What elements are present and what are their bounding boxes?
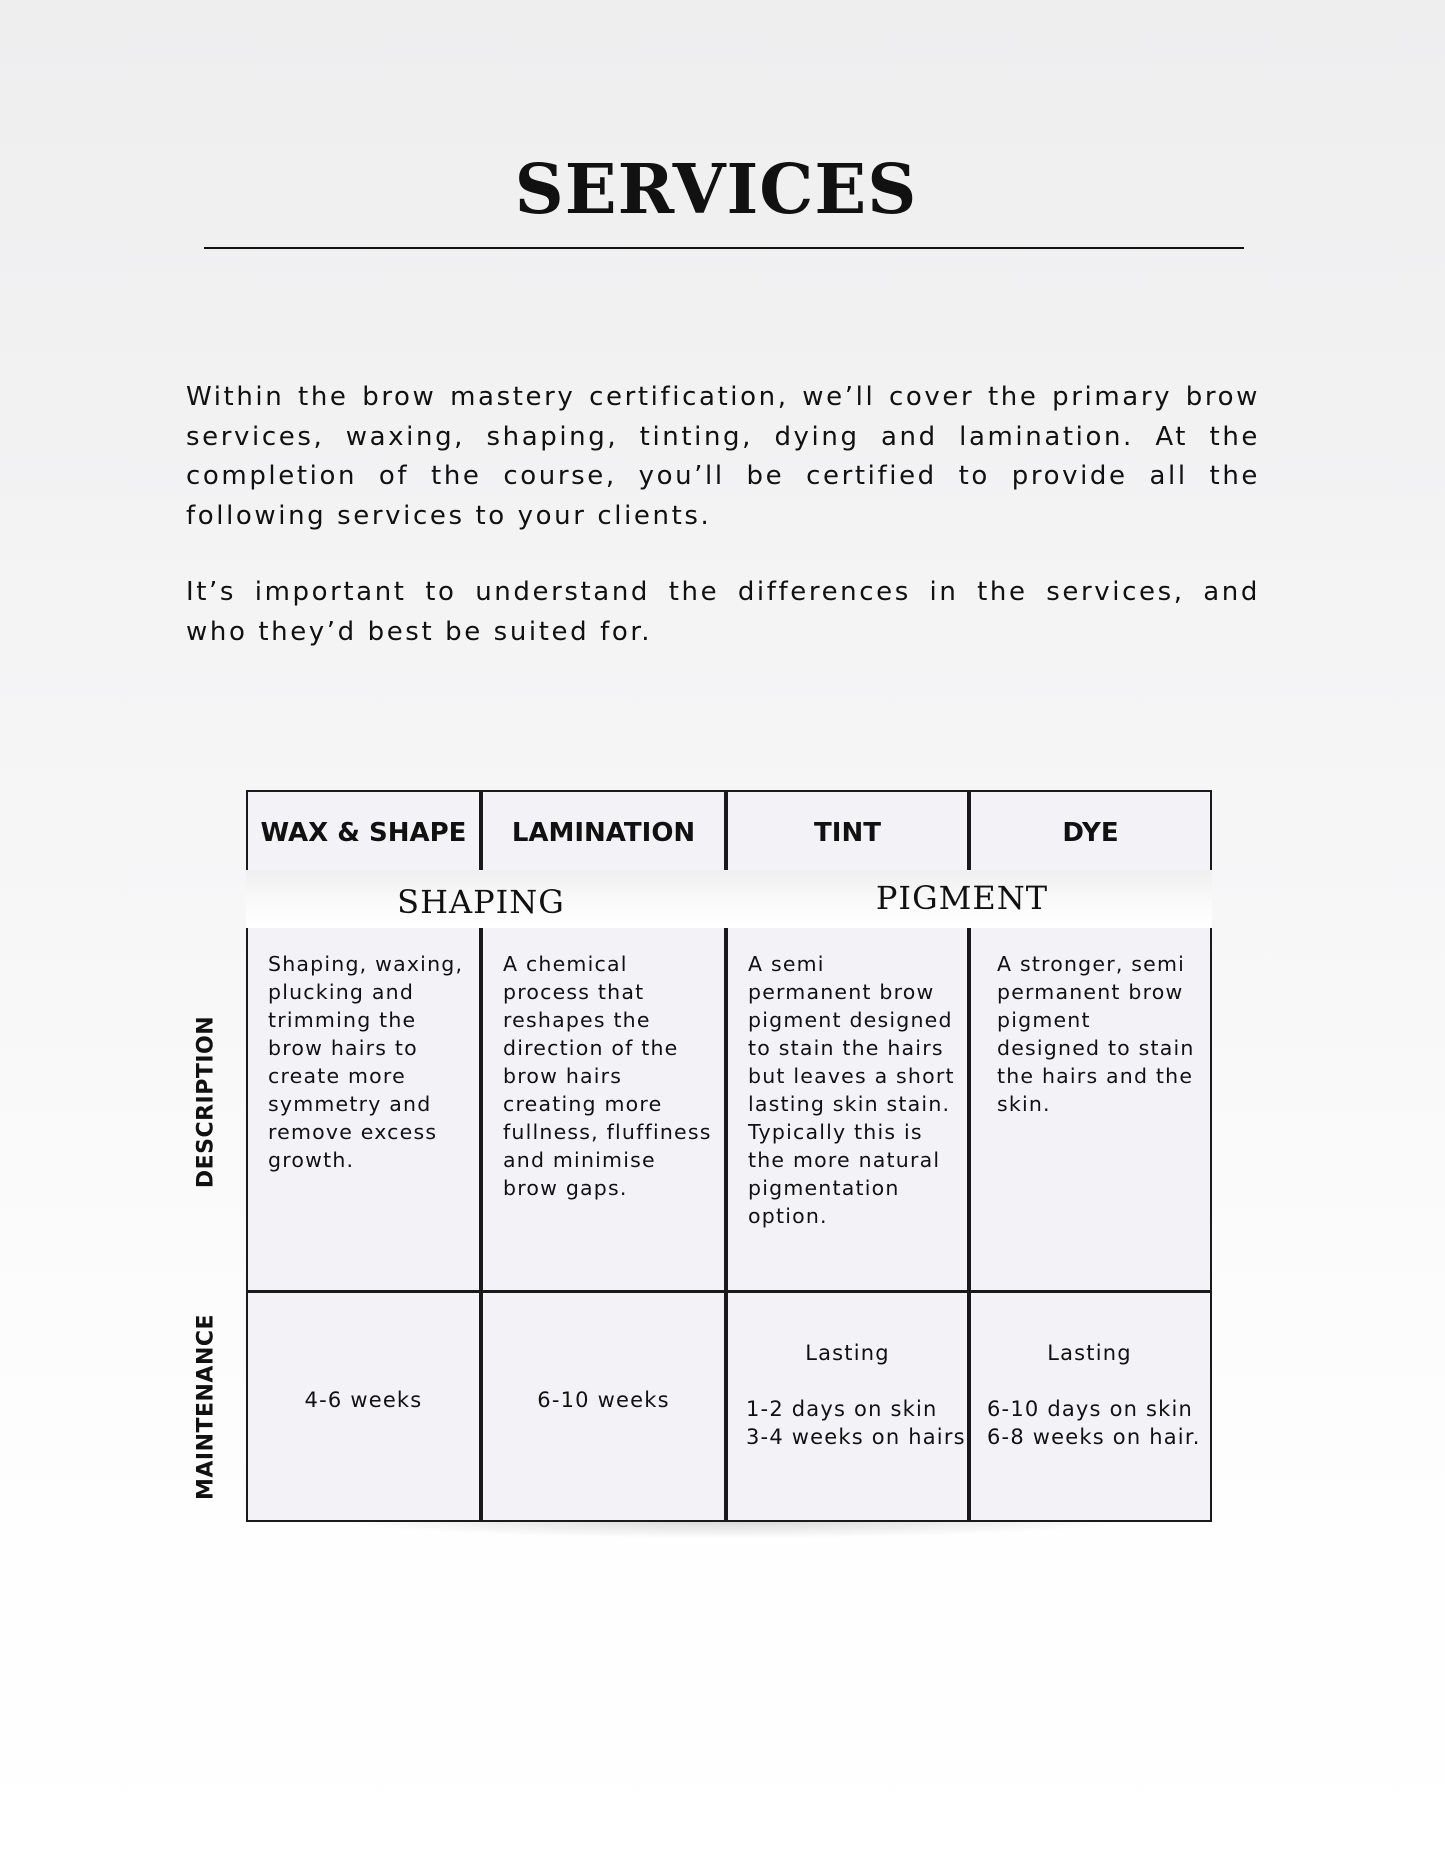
maintenance-cell-lamination: [481, 1293, 726, 1522]
description-cell-wax-shape: Shaping, waxing, plucking and trimming the brow hairs to create more symmetry and remove excess growth.: [246, 928, 481, 1293]
maintenance-line-dye-hair: 6-8 weeks on hair.: [987, 1425, 1201, 1449]
column-header-dye: DYE: [969, 790, 1212, 870]
description-cell-lamination: A chemical process that reshapes the direction of the brow hairs creating more fullness, fluffiness and minimise brow gaps.: [481, 928, 726, 1293]
maintenance-line-dye-skin: 6-10 days on skin: [987, 1397, 1194, 1421]
group-band: [246, 870, 1212, 928]
maintenance-value-lamination: 6-10 weeks: [537, 1387, 670, 1412]
group-label-shaping: SHAPING: [397, 883, 565, 921]
maintenance-line-tint-skin: 1-2 days on skin: [746, 1397, 938, 1421]
title-divider: [204, 247, 1244, 249]
page-title: SERVICES: [514, 150, 918, 230]
services-table: [246, 790, 1212, 1522]
intro-paragraph-1: Within the brow mastery certification, we’ll cover the primary brow services, waxing, shaping, tinting, dying and lamination. At the completion of the course, you’ll be certified to provide all the following services to your clients.: [186, 382, 1260, 531]
maintenance-heading-dye: Lasting: [1047, 1341, 1132, 1365]
column-header-tint: TINT: [726, 790, 969, 870]
group-label-pigment: PIGMENT: [875, 879, 1049, 917]
maintenance-heading-tint: Lasting: [805, 1341, 890, 1365]
column-header-wax-shape: WAX & SHAPE: [246, 790, 481, 870]
maintenance-cell-dye: [969, 1293, 1212, 1522]
description-cell-dye: A stronger, semi permanent brow pigment designed to stain the hairs and the skin.: [969, 928, 1212, 1293]
maintenance-line-tint-hairs: 3-4 weeks on hairs: [746, 1425, 966, 1449]
row-label-maintenance: MAINTENANCE: [193, 1313, 219, 1501]
row-label-description: DESCRIPTION: [193, 1015, 219, 1189]
maintenance-cell-wax-shape: [246, 1293, 481, 1522]
column-header-lamination: LAMINATION: [481, 790, 726, 870]
description-cell-tint: A semi permanent brow pigment designed to stain the hairs but leaves a short lasting skin stain. Typically this is the more natural pigmentation option.: [726, 928, 969, 1293]
maintenance-cell-tint: [726, 1293, 969, 1522]
intro-paragraph-2: It’s important to understand the differences in the services, and who they’d best be suited for.: [186, 577, 1260, 647]
maintenance-value-wax-shape: 4-6 weeks: [304, 1387, 423, 1412]
